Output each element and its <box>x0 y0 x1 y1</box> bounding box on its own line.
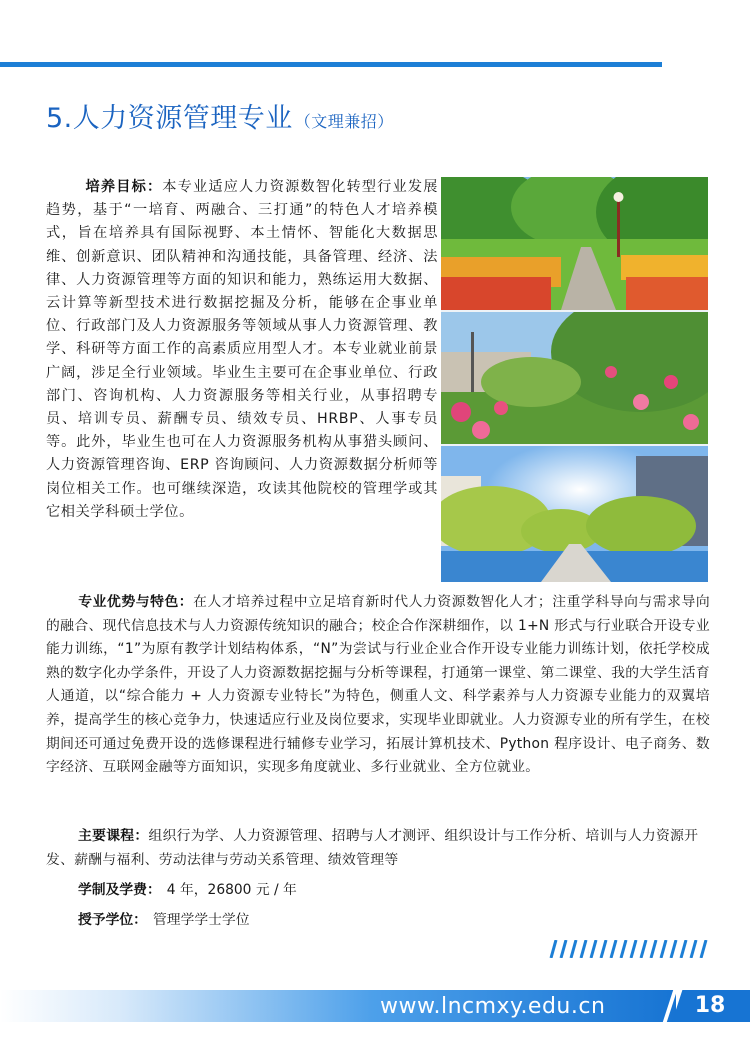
advantages-label: 专业优势与特色： <box>78 594 194 610</box>
advantages-paragraph <box>46 591 710 780</box>
duration-fee-label: 学制及学费： <box>78 882 161 898</box>
campus-avenue-photo <box>441 446 708 582</box>
page-number-badge <box>662 990 750 1022</box>
page-title <box>46 96 394 135</box>
courses-text: 组织行为学、人力资源管理、招聘与人才测评、组织设计与工作分析、培训与人力资源开发、薪酬与福利、劳动法律与劳动关系管理、绩效管理等 <box>46 828 699 868</box>
campus-garden-photo <box>441 177 708 310</box>
degree-label: 授予学位： <box>78 912 147 928</box>
decorative-hatch-stripes <box>547 940 710 958</box>
campus-photo-column <box>441 177 708 582</box>
training-goal-text: 本专业适应人力资源数智化转型行业发展趋势，基于“一培育、两融合、三打通”的特色人才培养模式，旨在培养具有国际视野、本土情怀、智能化大数据思维、创新意识、团队精神和沟通技能，具备管理、经济、法律、人力资源管理等方面的知识和能力，熟练运用大数据、云计算等新型技术进行数据挖掘及分析，能够在企事业单位、行政部门及人力资源服务等领域从事人力资源管理、教学、科研等方面工作的高素质应用型人才。本专业就业前景广阔，涉足全行业领域。毕业生主要可在企事业单位、行政部门、咨询机构、人力资源服务等相关行业，从事招聘专员、培训专员、薪酬专员、绩效专员、HRBP、人事专员等。此外，毕业生也可在人力资源服务机构从事猎头顾问、人力资源管理咨询、ERP 咨询顾问、人力资源数据分析师等岗位相关工作。也可继续深造，攻读其他院校的管理学或其它相关学科硕士学位。 <box>46 179 438 520</box>
page-number: 18 <box>694 993 726 1018</box>
website-url: www.lncmxy.edu.cn <box>380 994 606 1019</box>
advantages-text: 在人才培养过程中立足培育新时代人力资源数智化人才；注重学科导向与需求导向的融合、现代信息技术与人力资源传统知识的融合；校企合作深耕细作，以 1+N 形式与行业联合开设专业能力训练，“1”为原有教学计划结构体系，“N”为尝试与行业企业合作开设专业能力训练计划，依托学校成熟的数字化办学条件，开设了人力资源数据挖掘与分析等课程，打通第一课堂、第二课堂、我的大学生活育人通道，以“综合能力 + 人力资源专业特长”为特色，侧重人文、科学素养与人力资源专业能力的双翼培养，提高学生的核心竞争力，快速适应行业及岗位要求，实现毕业即就业。人力资源专业的所有学生，在校期间还可通过免费开设的选修课程进行辅修专业学习，拓展计算机技术、Python 程序设计、电子商务、数字经济、互联网金融等方面知识，实现多角度就业、多行业就业、全方位就业。 <box>46 594 710 776</box>
training-goal-paragraph <box>46 176 438 524</box>
training-goal-label: 培养目标： <box>85 179 163 195</box>
duration-fee-line <box>78 878 297 898</box>
top-divider-bar <box>0 62 662 67</box>
campus-flowers-photo <box>441 312 708 444</box>
major-title-note: （文理兼招） <box>294 112 394 131</box>
degree-value: 管理学学士学位 <box>152 912 250 928</box>
major-title: 5.人力资源管理专业 <box>46 103 293 134</box>
courses-label: 主要课程： <box>78 828 149 844</box>
degree-line <box>78 908 250 928</box>
courses-paragraph <box>46 825 710 872</box>
duration-fee-value: 4 年，26800 元 / 年 <box>166 882 297 898</box>
